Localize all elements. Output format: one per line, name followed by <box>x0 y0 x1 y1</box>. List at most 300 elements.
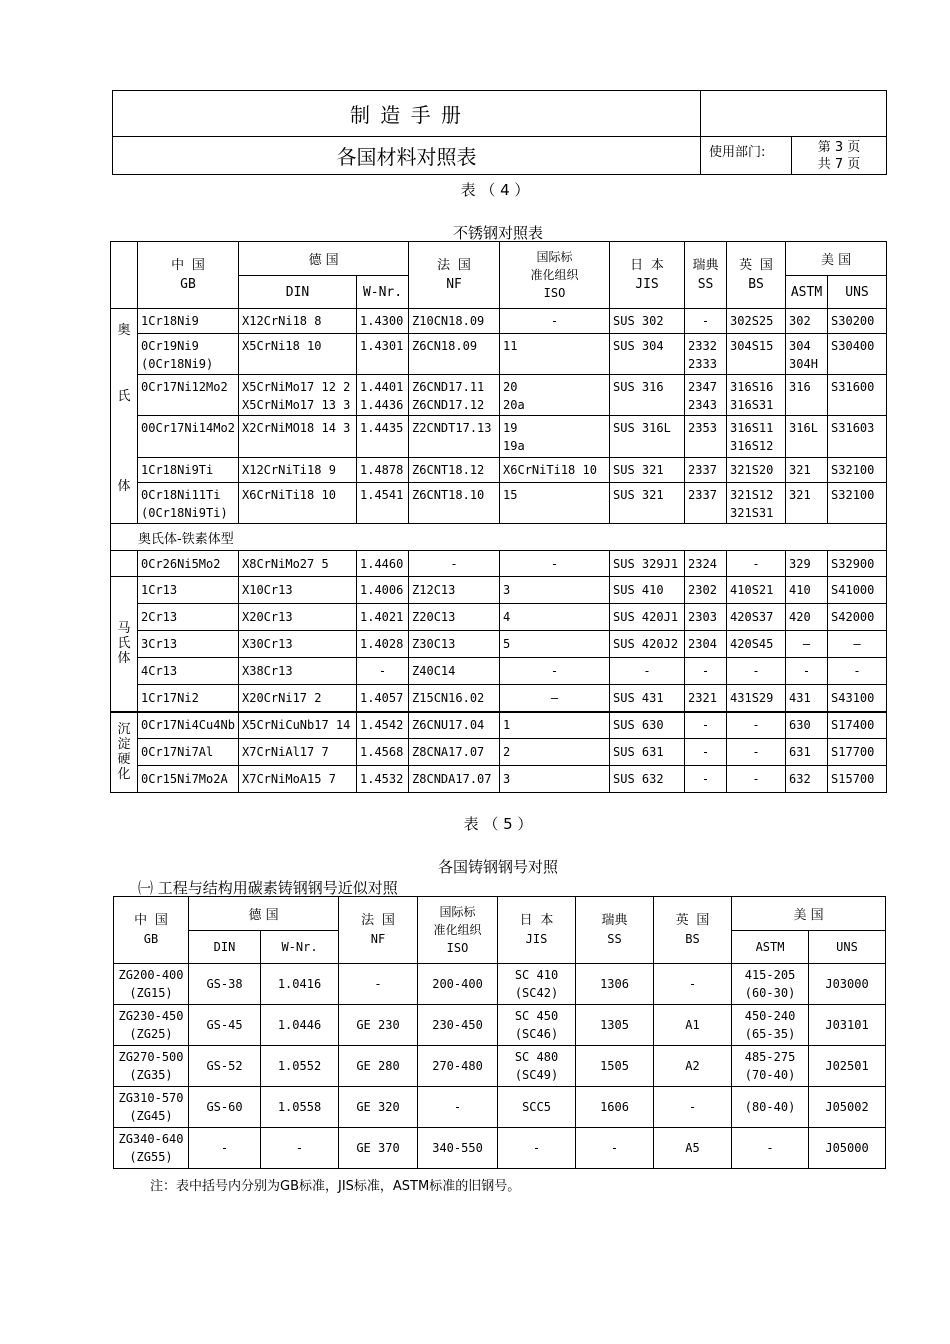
cell-line: 2333 <box>688 357 717 371</box>
table5-cell-fr-nf <box>339 1128 418 1169</box>
cell-line: X5CrNi18 10 <box>242 339 322 353</box>
table4-cell-iso <box>500 375 610 416</box>
cell-line: GS-45 <box>206 1018 243 1032</box>
col-iso-line1: 国际标 <box>536 250 573 264</box>
cell-line: 316S16 <box>730 380 774 394</box>
cell-line: SUS 321 <box>613 463 664 477</box>
col-jp <box>610 242 685 309</box>
cell-line: 304H <box>789 357 818 371</box>
cell-line: 0Cr18Ni11Ti <box>141 488 221 502</box>
table5-cell-de-wnr <box>261 1046 339 1087</box>
table4-cell-us-uns <box>828 739 887 766</box>
table4-cell-uk-bs <box>727 375 786 416</box>
cell-line: 3Cr13 <box>141 637 178 651</box>
doc-subtitle: 各国材料对照表 <box>113 137 701 175</box>
cell-line: - <box>550 556 559 571</box>
table5-cell-us-uns <box>809 1046 886 1087</box>
table4-cell-fr-nf <box>409 739 500 766</box>
cell-line: - <box>752 718 760 733</box>
cell-line: SC 480 <box>514 1050 559 1064</box>
table-row <box>111 631 887 658</box>
group-austenite-char2: 氏 <box>117 389 131 404</box>
table4-cell-cn-gb <box>138 631 239 658</box>
cell-line: 0Cr19Ni9 <box>141 339 199 353</box>
cell-line: - <box>453 1100 462 1114</box>
cell-line: 1.0446 <box>277 1018 322 1032</box>
table4-cell-de-wnr <box>357 334 409 375</box>
table5-cell-fr-nf <box>339 1087 418 1128</box>
col-iso <box>500 242 610 309</box>
group-martensite-label: 马氏体 <box>117 621 131 667</box>
table5-cell-us-astm <box>732 964 809 1005</box>
table5-cell-us-uns <box>809 1087 886 1128</box>
group-ph <box>111 712 138 793</box>
table4-cell-uk-bs <box>727 712 786 739</box>
cell-line: SUS 630 <box>613 718 664 733</box>
cell-line: X20Cr13 <box>242 610 293 624</box>
table4-cell-cn-gb <box>138 739 239 766</box>
dept-label: 使用部门: <box>701 137 792 175</box>
table4-cell-uk-bs <box>727 739 786 766</box>
cell-line: 1306 <box>600 977 629 991</box>
cell-line: Z6CND17.12 <box>412 398 485 412</box>
table5-cell-uk-bs <box>654 964 732 1005</box>
col-uk-sub: BS <box>748 277 764 292</box>
cell-line: 321 <box>789 488 811 502</box>
table-row <box>111 416 887 458</box>
table5-cell-uk-bs <box>654 1046 732 1087</box>
cell-line: Z2CNDT17.13 <box>412 421 492 435</box>
cell-line: ZG340-640 <box>118 1132 184 1146</box>
col-us-uns: UNS <box>828 276 887 309</box>
table4-cell-se-ss <box>685 375 727 416</box>
cell-line: 1.4021 <box>360 610 404 624</box>
table4-cell-us-uns <box>828 577 887 604</box>
cell-line: - <box>220 1141 229 1155</box>
table4-cell-us-astm <box>786 483 828 524</box>
cell-line: SUS 631 <box>613 745 664 759</box>
table4-cell-fr-nf <box>409 551 500 577</box>
cell-line: (70-40) <box>744 1068 796 1082</box>
table4-cell-se-ss <box>685 766 727 793</box>
cell-line: 316S11 <box>730 421 774 435</box>
cell-line: 1.4401 <box>360 380 404 394</box>
t5-col-jp-label: 日 本 <box>519 913 554 928</box>
cell-line: 2321 <box>688 690 717 705</box>
cell-line: GE 320 <box>356 1100 400 1114</box>
table4-cell-iso <box>500 685 610 712</box>
table4-cell-uk-bs <box>727 483 786 524</box>
col-iso-line3: ISO <box>543 286 566 300</box>
table4-cell-jp-jis <box>610 712 685 739</box>
cell-line: S42000 <box>831 610 875 624</box>
t5-col-de-wnr: W-Nr. <box>261 931 339 964</box>
table4-cell-de-wnr <box>357 712 409 739</box>
col-us: 美 国 <box>786 242 887 276</box>
cell-line: X20CrNi17 2 <box>242 690 322 705</box>
col-cn-label: 中 国 <box>171 258 205 273</box>
cell-line: X10Cr13 <box>242 583 293 597</box>
group-martensite <box>111 577 138 712</box>
table5-cell-se-ss <box>576 1005 654 1046</box>
cell-line: 2304 <box>688 637 717 651</box>
table4-cell-cn-gb <box>138 334 239 375</box>
cell-line: GE 370 <box>356 1141 400 1155</box>
table4-cell-jp-jis <box>610 766 685 793</box>
table5-cell-de-din <box>189 964 261 1005</box>
cell-line: Z15CN16.02 <box>412 690 485 705</box>
table4-cell-se-ss <box>685 309 727 334</box>
cell-line: SUS 304 <box>613 339 664 353</box>
table4-cell-us-astm <box>786 766 828 793</box>
table4-cell-jp-jis <box>610 483 685 524</box>
table4-cell-de-wnr <box>357 577 409 604</box>
table4-cell-se-ss <box>685 631 727 658</box>
cell-line: - <box>688 977 697 991</box>
table4-cell-cn-gb <box>138 375 239 416</box>
table4-cell-fr-nf <box>409 712 500 739</box>
cell-line: SUS 316 <box>613 380 664 394</box>
cell-line: 1.4028 <box>360 637 404 651</box>
cell-line: 0Cr17Ni7Al <box>141 745 214 759</box>
cell-line: (60-30) <box>744 986 796 1000</box>
stainless-steel-table <box>110 241 887 793</box>
cell-line: 19 <box>503 421 518 435</box>
table4-cell-se-ss <box>685 551 727 577</box>
cell-line: 2337 <box>688 488 717 502</box>
cell-line: 431 <box>789 690 811 705</box>
cell-line: J03101 <box>825 1018 869 1032</box>
cell-line: 1.4878 <box>360 463 404 477</box>
table5-cell-iso <box>418 1046 498 1087</box>
cell-line: 2Cr13 <box>141 610 178 624</box>
cell-line: - <box>802 664 811 678</box>
group-cell-empty <box>111 551 138 577</box>
table4-cell-jp-jis <box>610 631 685 658</box>
cell-line: - <box>378 664 387 678</box>
col-us-astm: ASTM <box>786 276 828 309</box>
cell-line: 2343 <box>688 398 717 412</box>
table4-cell-se-ss <box>685 458 727 483</box>
table4-cell-iso <box>500 551 610 577</box>
table5-cell-fr-nf <box>339 964 418 1005</box>
cell-line: 631 <box>789 745 811 759</box>
table5-cell-us-uns <box>809 964 886 1005</box>
t5-col-de-din: DIN <box>189 931 261 964</box>
table4-cell-de-wnr <box>357 416 409 458</box>
cell-line: 3 <box>503 583 511 597</box>
cell-line: A5 <box>685 1141 700 1155</box>
table-row <box>111 577 887 604</box>
cell-line: 1.4460 <box>360 556 404 571</box>
cell-line: 420S45 <box>730 637 774 651</box>
t5-col-uk-label: 英 国 <box>675 913 710 928</box>
cell-line: Z8CNDA17.07 <box>412 772 492 786</box>
cell-line: ZG230-450 <box>118 1009 184 1023</box>
cell-line: SUS 329J1 <box>613 556 679 571</box>
table4-cell-cn-gb <box>138 551 239 577</box>
table4-cell-iso <box>500 577 610 604</box>
table4-cell-de-din <box>239 416 357 458</box>
col-se <box>685 242 727 309</box>
col-uk-label: 英 国 <box>739 258 773 273</box>
table5-cell-uk-bs <box>654 1087 732 1128</box>
cell-line: S17400 <box>831 718 875 733</box>
table4-cell-uk-bs <box>727 309 786 334</box>
table4-cell-de-din <box>239 551 357 577</box>
cell-line: S17700 <box>831 745 875 759</box>
t5-col-fr-label: 法 国 <box>361 913 395 928</box>
cell-line: 316 <box>789 380 811 394</box>
table4-cell-jp-jis <box>610 375 685 416</box>
table4-cell-us-uns <box>828 483 887 524</box>
table4-cell-de-din <box>239 739 357 766</box>
cell-line: X12CrNi18 8 <box>242 314 322 328</box>
table4-cell-fr-nf <box>409 334 500 375</box>
cell-line: Z10CN18.09 <box>412 314 485 328</box>
table-row <box>114 1046 886 1087</box>
cell-line: - <box>295 1141 304 1155</box>
table4-cell-iso <box>500 416 610 458</box>
cell-line: 1.4435 <box>360 421 404 435</box>
cell-line: 410S21 <box>730 583 774 597</box>
table5-cell-de-din <box>189 1128 261 1169</box>
table4-cell-us-uns <box>828 766 887 793</box>
col-de-din: DIN <box>239 276 357 309</box>
cell-line: 0Cr17Ni12Mo2 <box>141 380 228 394</box>
cell-line: GS-38 <box>206 977 243 991</box>
table4-cell-us-uns <box>828 458 887 483</box>
cell-line: (ZG25) <box>129 1027 173 1041</box>
cell-line: SUS 420J1 <box>613 610 679 624</box>
table4-cell-jp-jis <box>610 739 685 766</box>
table4-cell-iso <box>500 631 610 658</box>
cell-line: 20 <box>503 380 518 394</box>
table4-cell-fr-nf <box>409 375 500 416</box>
table5-cell-se-ss <box>576 964 654 1005</box>
cell-line: - <box>688 1100 697 1114</box>
table5-cell-de-wnr <box>261 1005 339 1046</box>
table4-cell-us-uns <box>828 631 887 658</box>
col-fr <box>409 242 500 309</box>
t5-col-cn-label: 中 国 <box>134 913 168 928</box>
cell-line: Z6CND17.11 <box>412 380 485 394</box>
table-row <box>111 483 887 524</box>
table4-cell-de-wnr <box>357 685 409 712</box>
table5-cell-jp-jis <box>498 1087 576 1128</box>
group-header-empty <box>111 242 138 309</box>
table-row <box>111 334 887 375</box>
table4-label: 表 （ 4 ） <box>460 181 530 199</box>
cell-line: - <box>550 664 559 678</box>
table4-cell-jp-jis <box>610 604 685 631</box>
cell-line: - <box>450 556 458 571</box>
table4-cell-se-ss <box>685 483 727 524</box>
table4-cell-fr-nf <box>409 309 500 334</box>
cell-line: 415-205 <box>744 968 796 982</box>
table4-cell-us-astm <box>786 309 828 334</box>
cell-line: (80-40) <box>744 1100 796 1114</box>
cell-line: 321 <box>789 463 811 477</box>
table4-cell-us-astm <box>786 551 828 577</box>
table4-cell-us-uns <box>828 712 887 739</box>
table4-cell-uk-bs <box>727 416 786 458</box>
cell-line: - <box>643 664 651 678</box>
table5-cell-cn-gb <box>114 1128 189 1169</box>
cell-line: 1.4301 <box>360 339 404 353</box>
cell-line: 2302 <box>688 583 717 597</box>
cell-line: 630 <box>789 718 811 733</box>
cell-line: SUS 316L <box>613 421 671 435</box>
cell-line: 1.4436 <box>360 398 404 412</box>
cell-line: - <box>766 1141 774 1155</box>
cell-line: S43100 <box>831 690 875 705</box>
table4-cell-uk-bs <box>727 631 786 658</box>
col-jp-label: 日 本 <box>630 258 664 273</box>
cell-line: SUS 410 <box>613 583 664 597</box>
cell-line: 1.4006 <box>360 583 404 597</box>
cell-line: 3 <box>503 772 511 786</box>
table4-cell-us-uns <box>828 334 887 375</box>
cell-line: 1.0416 <box>277 977 322 991</box>
table4-cell-se-ss <box>685 416 727 458</box>
table-row <box>111 551 887 577</box>
table4-cell-us-astm <box>786 739 828 766</box>
cell-line: - <box>610 1141 619 1155</box>
table-row <box>111 712 887 739</box>
table4-cell-us-astm <box>786 334 828 375</box>
cell-line: 1.4542 <box>360 718 404 733</box>
cell-line: ZG270-500 <box>118 1050 184 1064</box>
cell-line: 20a <box>503 398 525 412</box>
col-jp-sub: JIS <box>635 277 659 292</box>
t5-col-se <box>576 897 654 964</box>
table4-cell-uk-bs <box>727 551 786 577</box>
cell-line: 431S29 <box>730 690 774 705</box>
cell-line: 270-480 <box>432 1059 483 1073</box>
header-table <box>112 90 887 175</box>
cell-line: - <box>550 314 559 328</box>
cell-line: 316S12 <box>730 439 774 453</box>
cell-line: (ZG45) <box>129 1109 173 1123</box>
table4-cell-iso <box>500 604 610 631</box>
cell-line: 2 <box>503 745 511 759</box>
cell-line: 0Cr26Ni5Mo2 <box>141 556 221 571</box>
table-row <box>114 964 886 1005</box>
cell-line: SC 450 <box>514 1009 559 1023</box>
cell-line: — <box>550 690 559 705</box>
cell-line: 1Cr17Ni2 <box>141 690 199 705</box>
table5-cell-se-ss <box>576 1046 654 1087</box>
table4-cell-de-din <box>239 604 357 631</box>
cell-line: X38Cr13 <box>242 664 293 678</box>
col-se-sub: SS <box>697 277 714 292</box>
cell-line: 5 <box>503 637 511 651</box>
table5-subcaption: ㈠ 工程与结构用碳素铸钢钢号近似对照 <box>138 879 398 897</box>
cell-line: 1606 <box>600 1100 629 1114</box>
cast-steel-table <box>113 896 886 1169</box>
cell-line: S32100 <box>831 488 875 502</box>
cell-line: - <box>752 745 760 759</box>
cell-line: X30Cr13 <box>242 637 293 651</box>
table4-cell-cn-gb <box>138 685 239 712</box>
table4-cell-de-wnr <box>357 551 409 577</box>
table4-cell-de-wnr <box>357 375 409 416</box>
col-de: 德 国 <box>239 242 409 276</box>
cell-line: J02501 <box>825 1059 869 1073</box>
table4-cell-de-din <box>239 375 357 416</box>
cell-line: 2347 <box>688 380 717 394</box>
cell-line: 1.0558 <box>277 1100 322 1114</box>
cell-line: 420 <box>789 610 811 624</box>
cell-line: 1Cr18Ni9Ti <box>141 463 214 477</box>
table5-cell-de-din <box>189 1005 261 1046</box>
t5-col-uk-sub: BS <box>685 932 700 946</box>
table5-cell-fr-nf <box>339 1005 418 1046</box>
table4-cell-us-astm <box>786 712 828 739</box>
cell-line: - <box>853 664 861 678</box>
page-number: 第 3 页 <box>817 139 861 155</box>
cell-line: 1.0552 <box>277 1059 322 1073</box>
table4-cell-iso <box>500 483 610 524</box>
cell-line: - <box>701 314 710 328</box>
cell-line: Z6CNU17.04 <box>412 718 485 733</box>
table4-cell-iso <box>500 739 610 766</box>
table4-cell-uk-bs <box>727 658 786 685</box>
cell-line: 1.4532 <box>360 772 404 786</box>
table4-cell-iso <box>500 309 610 334</box>
cell-line: - <box>701 718 710 733</box>
table5-caption: 各国铸钢钢号对照 <box>437 858 558 876</box>
table4-cell-iso <box>500 458 610 483</box>
cell-line: X7CrNiAl17 7 <box>242 745 329 759</box>
table4-cell-de-wnr <box>357 604 409 631</box>
table5-cell-de-din <box>189 1087 261 1128</box>
cell-line: X5CrNiMo17 12 2 <box>242 380 351 394</box>
cell-line: S30200 <box>831 314 875 328</box>
table-row <box>111 375 887 416</box>
cell-line: S41000 <box>831 583 875 597</box>
cell-line: 450-240 <box>744 1009 796 1023</box>
t5-col-jp <box>498 897 576 964</box>
table4-cell-de-din <box>239 309 357 334</box>
cell-line: Z20C13 <box>412 610 456 624</box>
table4-cell-de-wnr <box>357 631 409 658</box>
table4-cell-iso <box>500 766 610 793</box>
cell-line: - <box>752 664 760 678</box>
table5-cell-uk-bs <box>654 1005 732 1046</box>
table-row <box>111 658 887 685</box>
table4-cell-de-wnr <box>357 483 409 524</box>
cell-line: GS-52 <box>206 1059 243 1073</box>
table4-cell-us-astm <box>786 685 828 712</box>
table5-cell-us-astm <box>732 1087 809 1128</box>
cell-line: 1 <box>503 718 511 733</box>
col-fr-sub: NF <box>446 277 462 292</box>
table5-cell-jp-jis <box>498 1005 576 1046</box>
cell-line: 329 <box>789 556 811 571</box>
col-cn <box>138 242 239 309</box>
cell-line: (0Cr18Ni9) <box>141 357 214 371</box>
cell-line: S32100 <box>831 463 875 477</box>
table4-cell-se-ss <box>685 577 727 604</box>
cell-line: J05000 <box>825 1141 869 1155</box>
table4-cell-de-din <box>239 631 357 658</box>
table4-cell-jp-jis <box>610 309 685 334</box>
table4-cell-uk-bs <box>727 458 786 483</box>
cell-line: Z40C14 <box>412 664 456 678</box>
table4-cell-jp-jis <box>610 577 685 604</box>
